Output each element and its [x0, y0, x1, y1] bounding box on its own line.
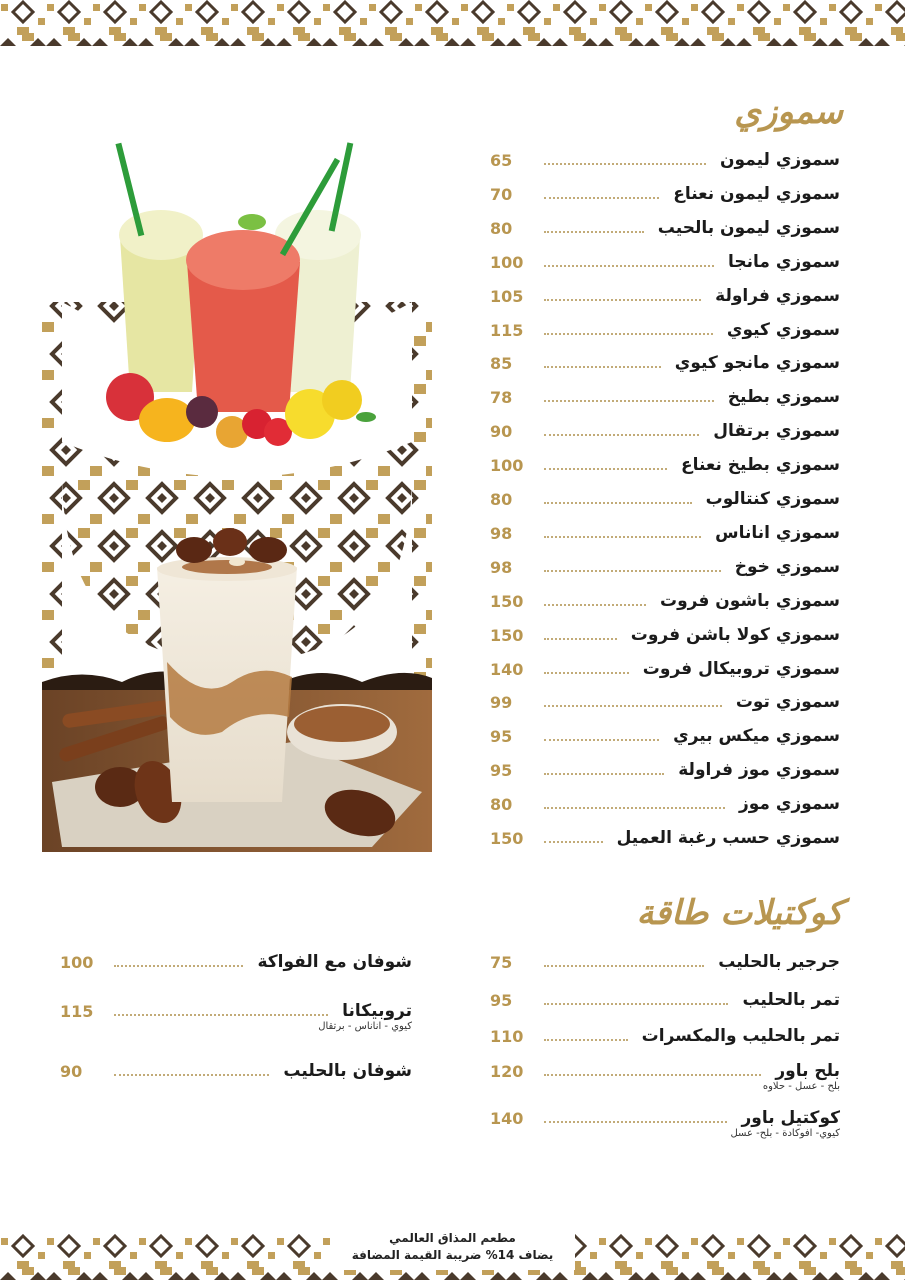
- item-price: 70: [490, 184, 513, 204]
- menu-item-row: [490, 179, 840, 209]
- item-price: 150: [490, 625, 524, 645]
- item-name: كوكتيل باور: [741, 1108, 840, 1128]
- item-price: 90: [60, 1061, 83, 1081]
- dotted-leader: [544, 705, 722, 707]
- dotted-leader: [544, 739, 659, 741]
- menu-item-row: [490, 281, 840, 311]
- item-price: 75: [490, 952, 513, 972]
- tax-note: يضاف 14% ضريبة القيمة المضافة: [351, 1248, 554, 1262]
- item-name: سموزي ليمون بالحيب: [657, 218, 840, 238]
- dotted-leader: [544, 434, 699, 436]
- menu-item-row: [490, 484, 840, 514]
- item-name: سموزي بطيخ نعناع: [680, 455, 840, 475]
- menu-item-row: [490, 620, 840, 650]
- item-price: 115: [490, 320, 524, 340]
- item-price: 90: [490, 421, 513, 441]
- dotted-leader: [544, 400, 714, 402]
- item-price: 105: [490, 286, 524, 306]
- item-name: سموزي ميكس بيري: [673, 726, 840, 746]
- item-description: كيوي - اناناس - برتقال: [318, 1021, 412, 1032]
- item-name: سموزي ليمون نعناع: [673, 184, 840, 204]
- dotted-leader: [114, 1074, 269, 1076]
- item-price: 115: [60, 1001, 94, 1021]
- item-name: سموزي اناناس: [715, 523, 840, 543]
- dotted-leader: [544, 265, 714, 267]
- menu-item-row: [490, 213, 840, 243]
- item-name: سموزي فراولة: [715, 286, 840, 306]
- item-price: 95: [490, 760, 513, 780]
- drinks-photo: [42, 142, 432, 852]
- item-name: سموزي تروبيكال فروت: [642, 659, 840, 679]
- item-name: جرجير بالحليب: [718, 952, 840, 972]
- dotted-leader: [114, 965, 243, 967]
- item-name: سموزي ليمون: [720, 150, 840, 170]
- item-description: كيوي- افوكادة - بلح- عسل: [730, 1128, 840, 1139]
- menu-item-row: [490, 416, 840, 446]
- item-name: سموزي كنتالوب: [705, 489, 840, 509]
- menu-item-row: [490, 586, 840, 616]
- dotted-leader: [544, 299, 701, 301]
- menu-item-row: [490, 247, 840, 277]
- dotted-leader: [544, 231, 644, 233]
- menu-item-row: [490, 947, 840, 977]
- item-price: 95: [490, 990, 513, 1010]
- dotted-leader: [544, 638, 617, 640]
- item-name: سموزي مانجو كيوي: [674, 353, 840, 373]
- dotted-leader: [544, 965, 704, 967]
- dotted-leader: [544, 570, 721, 572]
- item-name: شوفان بالحليب: [283, 1061, 412, 1081]
- dotted-leader: [544, 536, 701, 538]
- menu-item-row: [490, 315, 840, 345]
- item-price: 65: [490, 150, 513, 170]
- item-price: 150: [490, 828, 524, 848]
- restaurant-name: مطعم المذاق العالمي: [389, 1231, 516, 1245]
- dotted-leader: [544, 672, 629, 674]
- item-name: شوفان مع الفواكة: [257, 952, 412, 972]
- menu-item-row: [490, 145, 840, 175]
- menu-item-row: [490, 1021, 840, 1051]
- item-description: بلح - عسل - حلاوه: [762, 1081, 840, 1092]
- item-price: 150: [490, 591, 524, 611]
- item-price: 140: [490, 659, 524, 679]
- item-price: 100: [490, 455, 524, 475]
- menu-item-row: [60, 947, 412, 977]
- item-name: تمر بالحليب والمكسرات: [641, 1026, 840, 1046]
- item-price: 140: [490, 1108, 524, 1128]
- item-name: تمر بالحليب: [742, 990, 840, 1010]
- item-price: 80: [490, 489, 513, 509]
- item-name: تروبيكانا: [342, 1001, 412, 1021]
- menu-item-row: [490, 654, 840, 684]
- item-name: سموزي بطيخ: [727, 387, 840, 407]
- dotted-leader: [544, 1003, 728, 1005]
- top-pattern-border: [0, 0, 905, 46]
- item-price: 98: [490, 523, 513, 543]
- dotted-leader: [544, 468, 667, 470]
- menu-item-row: [490, 450, 840, 480]
- menu-item-row: [490, 687, 840, 717]
- energy-cocktails-left-list: [60, 945, 412, 1095]
- menu-item-row: [490, 823, 840, 853]
- menu-item-row: [490, 789, 840, 819]
- item-price: 85: [490, 353, 513, 373]
- item-name: سموزي موز فراولة: [678, 760, 840, 780]
- item-name: سموزي خوخ: [734, 557, 840, 577]
- item-price: 100: [490, 252, 524, 272]
- item-name: سموزي كولا باشن فروت: [630, 625, 840, 645]
- item-name: بلح باور: [775, 1061, 840, 1081]
- item-name: سموزي باشون فروت: [660, 591, 840, 611]
- item-name: سموزي موز: [738, 794, 840, 814]
- item-name: سموزي برتقال: [713, 421, 840, 441]
- dotted-leader: [544, 841, 603, 843]
- dotted-leader: [544, 773, 664, 775]
- menu-item-row: [490, 348, 840, 378]
- item-name: سموزي توت: [735, 692, 840, 712]
- dotted-leader: [544, 333, 713, 335]
- dotted-leader: [544, 1121, 727, 1123]
- item-price: 80: [490, 794, 513, 814]
- item-name: سموزي مانجا: [728, 252, 840, 272]
- menu-item-row: [490, 755, 840, 785]
- dotted-leader: [544, 1074, 761, 1076]
- menu-item-row: [60, 1056, 412, 1086]
- menu-item-row: [490, 518, 840, 548]
- item-price: 95: [490, 726, 513, 746]
- item-price: 110: [490, 1026, 524, 1046]
- menu-item-row: [490, 382, 840, 412]
- menu-item-row: [490, 552, 840, 582]
- dotted-leader: [544, 366, 661, 368]
- energy-cocktails-right-list: [490, 945, 840, 1145]
- dotted-leader: [544, 807, 725, 809]
- item-price: 100: [60, 952, 94, 972]
- dotted-leader: [544, 604, 646, 606]
- smoothies-section-title: سموزي: [734, 92, 843, 132]
- item-price: 98: [490, 557, 513, 577]
- item-name: سموزي كيوي: [726, 320, 840, 340]
- energy-cocktails-section-title: كوكتيلات طاقة: [636, 893, 843, 933]
- footer: [330, 1230, 575, 1270]
- dotted-leader: [544, 502, 692, 504]
- smoothies-menu-list: [490, 145, 840, 857]
- dotted-leader: [114, 1014, 328, 1016]
- item-name: سموزي حسب رغبة العميل: [616, 828, 840, 848]
- dotted-leader: [544, 163, 706, 165]
- item-price: 78: [490, 387, 513, 407]
- item-price: 120: [490, 1061, 524, 1081]
- menu-item-row: [490, 985, 840, 1015]
- item-price: 99: [490, 692, 513, 712]
- dotted-leader: [544, 1039, 628, 1041]
- dotted-leader: [544, 197, 659, 199]
- item-price: 80: [490, 218, 513, 238]
- menu-item-row: [490, 721, 840, 751]
